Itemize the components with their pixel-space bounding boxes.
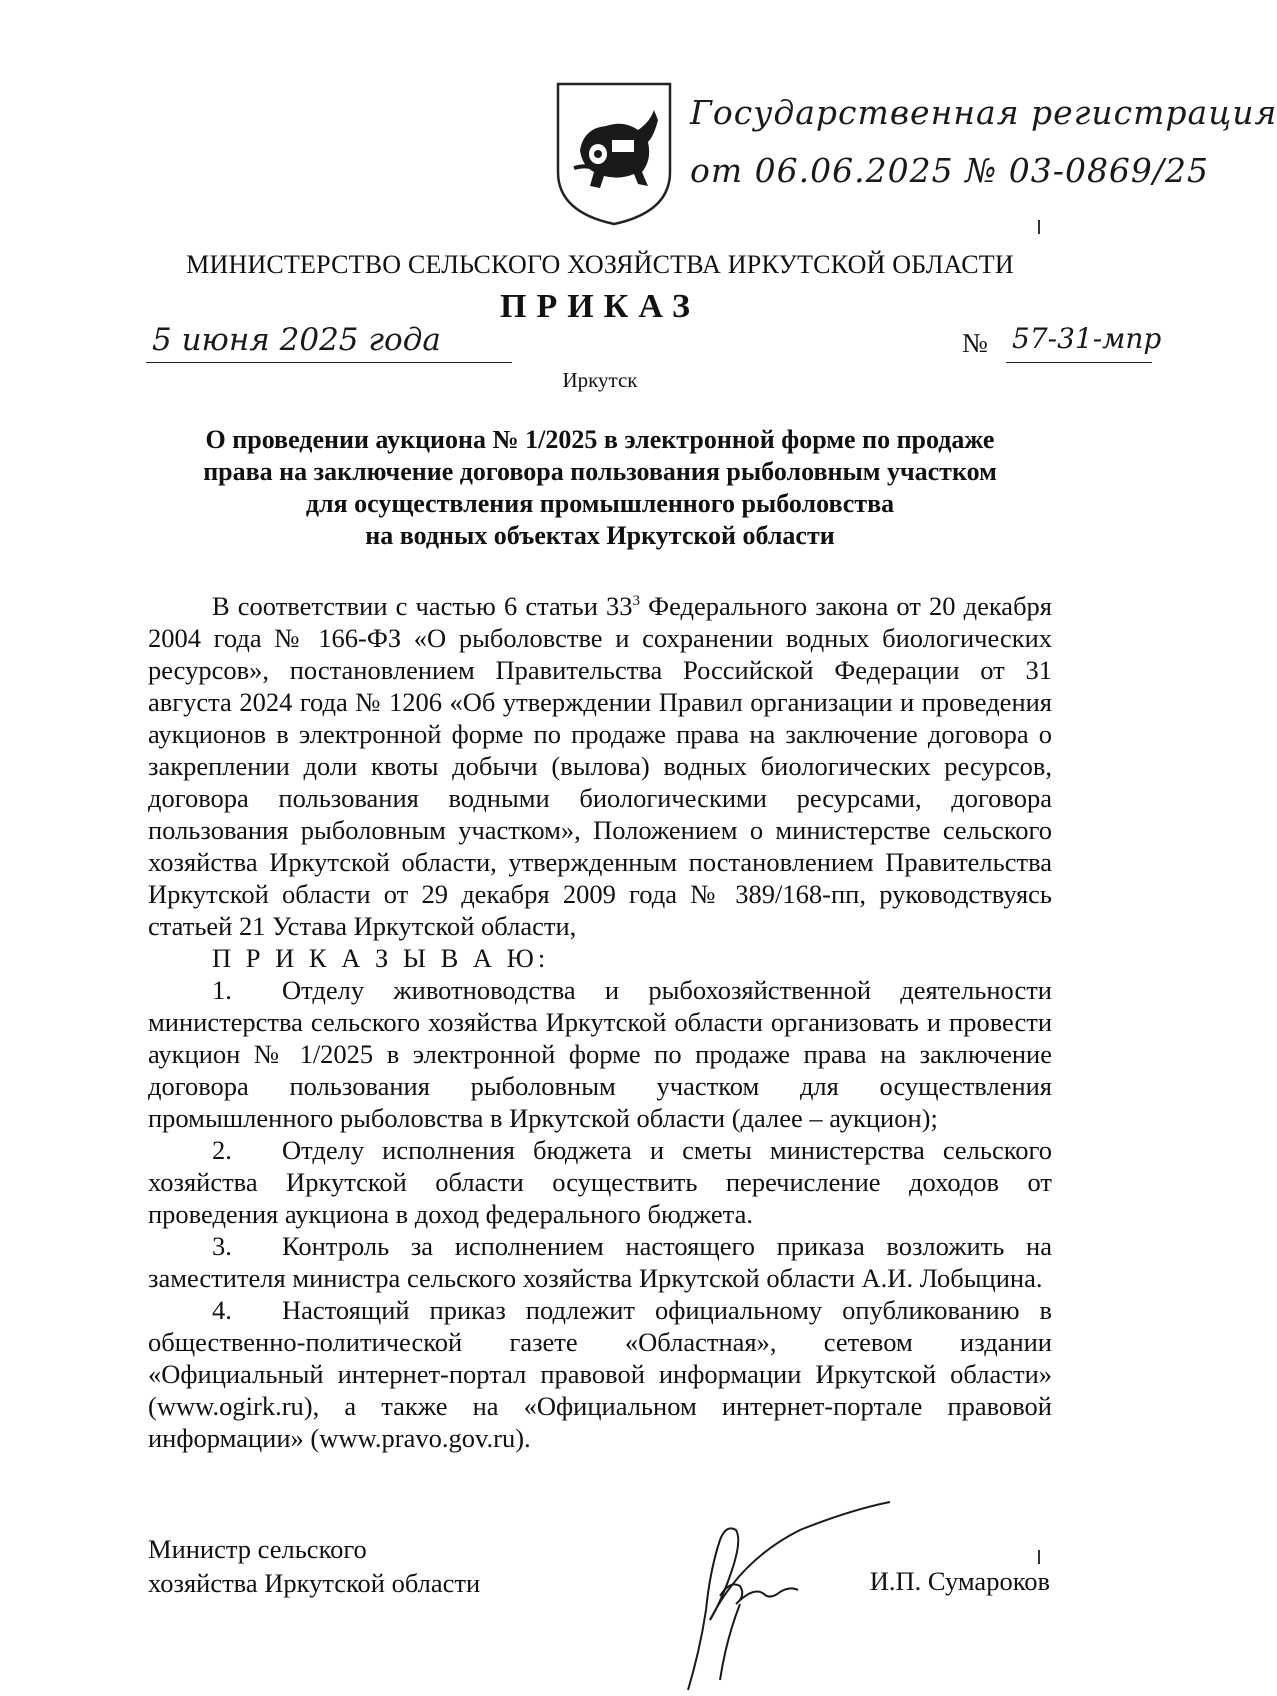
- order-date-field: [146, 322, 512, 363]
- item-text: Отделу животноводства и рыбохозяйственной деятельности министерства сельского хозяйства Иркутской области организовать и провести аукцион № 1/2025 в электронной форме по продаже права на заключение договора пользования рыболовным участком для осуществления промышленного рыболовства в Иркутской области (далее – аукцион);: [148, 975, 1052, 1133]
- ministry-name: МИНИСТЕРСТВО СЕЛЬСКОГО ХОЗЯЙСТВА ИРКУТСКОЙ ОБЛАСТИ: [186, 250, 1014, 279]
- order-item-1: [148, 974, 1052, 1134]
- item-text: Настоящий приказ подлежит официальному опубликованию в общественно-политической газете «Областная», сетевом издании «Официальный интернет-портал правовой информации Иркутской области» (www.ogirk.ru), а также на «Официальном интернет-портале правовой информации» (www.pravo.gov.ru).: [148, 1295, 1052, 1453]
- preamble-rest: Федерального закона от 20 декабря 2004 года № 166-ФЗ «О рыболовстве и сохранении водных биологических ресурсов», постановлением Правительства Российской Федерации от 31 августа 2024 года № 1206 «Об утверждении Правил организации и проведения аукционов в электронной форме по продаже права на заключение договора о закреплении доли квоты добычи (вылова) водных биологических ресурсов, договора пользования водными биологическими ресурсами, договора пользования рыболовным участком», Положением о министерстве сельского хозяйства Иркутской области, утвержденным постановлением Правительства Иркутской области от 29 декабря 2009 года № 389/168-пп, руководствуясь статьей 21 Устава Иркутской области,: [148, 591, 1052, 941]
- decree-word: П Р И К А З Ы В А Ю:: [212, 943, 550, 973]
- preamble-start: В соответствии с частью 6 статьи 33: [212, 591, 633, 621]
- title-line-1: О проведении аукциона № 1/2025 в электронной форме по продаже: [205, 425, 995, 454]
- item-number: 4.: [212, 1295, 232, 1325]
- item-number: 3.: [212, 1231, 232, 1261]
- document-title: [150, 424, 1050, 552]
- order-date: 5 июня 2025 года: [152, 322, 441, 358]
- registration-note: [690, 84, 1277, 200]
- item-text: Отделу исполнения бюджета и сметы министерства сельского хозяйства Иркутской области осуществить перечисление доходов от проведения аукциона в доход федерального бюджета.: [148, 1135, 1052, 1229]
- handwritten-signature: [680, 1500, 910, 1696]
- registration-note-line1: Государственная регистрация: [690, 93, 1277, 132]
- order-number: 57-31-мпр: [1012, 322, 1162, 355]
- order-item-2: [148, 1134, 1052, 1230]
- number-sign: №: [962, 328, 988, 358]
- document-type: ПРИКАЗ: [500, 288, 700, 325]
- preamble-paragraph: [148, 590, 1052, 942]
- signer-position-line2: хозяйства Иркутской области: [148, 1568, 481, 1598]
- title-line-2: права на заключение договора пользования рыболовным участком: [203, 457, 997, 486]
- coat-of-arms-emblem: [554, 80, 674, 228]
- order-item-4: [148, 1294, 1052, 1454]
- title-line-4: на водных объектах Иркутской области: [365, 521, 835, 550]
- order-item-3: [148, 1230, 1052, 1294]
- signer-name: И.П. Сумароков: [869, 1566, 1050, 1596]
- item-text: Контроль за исполнением настоящего приказа возложить на заместителя министра сельского хозяйства Иркутской области А.И. Лобыцина.: [148, 1231, 1052, 1293]
- registration-note-line2: от 06.06.2025 № 03-0869/25: [690, 151, 1210, 190]
- signer-position-line1: Министр сельского: [148, 1534, 367, 1564]
- title-line-3: для осуществления промышленного рыболовства: [305, 489, 895, 518]
- item-number: 2.: [212, 1135, 232, 1165]
- order-number-field: [962, 322, 1162, 362]
- item-number: 1.: [212, 975, 232, 1005]
- document-body: [148, 590, 1052, 1454]
- signer-position: [148, 1532, 480, 1600]
- city-name: Иркутск: [562, 368, 638, 392]
- article-superscript: 3: [632, 593, 641, 610]
- order-number-line: [1006, 322, 1162, 363]
- scan-mark: [1038, 1550, 1040, 1564]
- scan-mark: [1038, 220, 1040, 234]
